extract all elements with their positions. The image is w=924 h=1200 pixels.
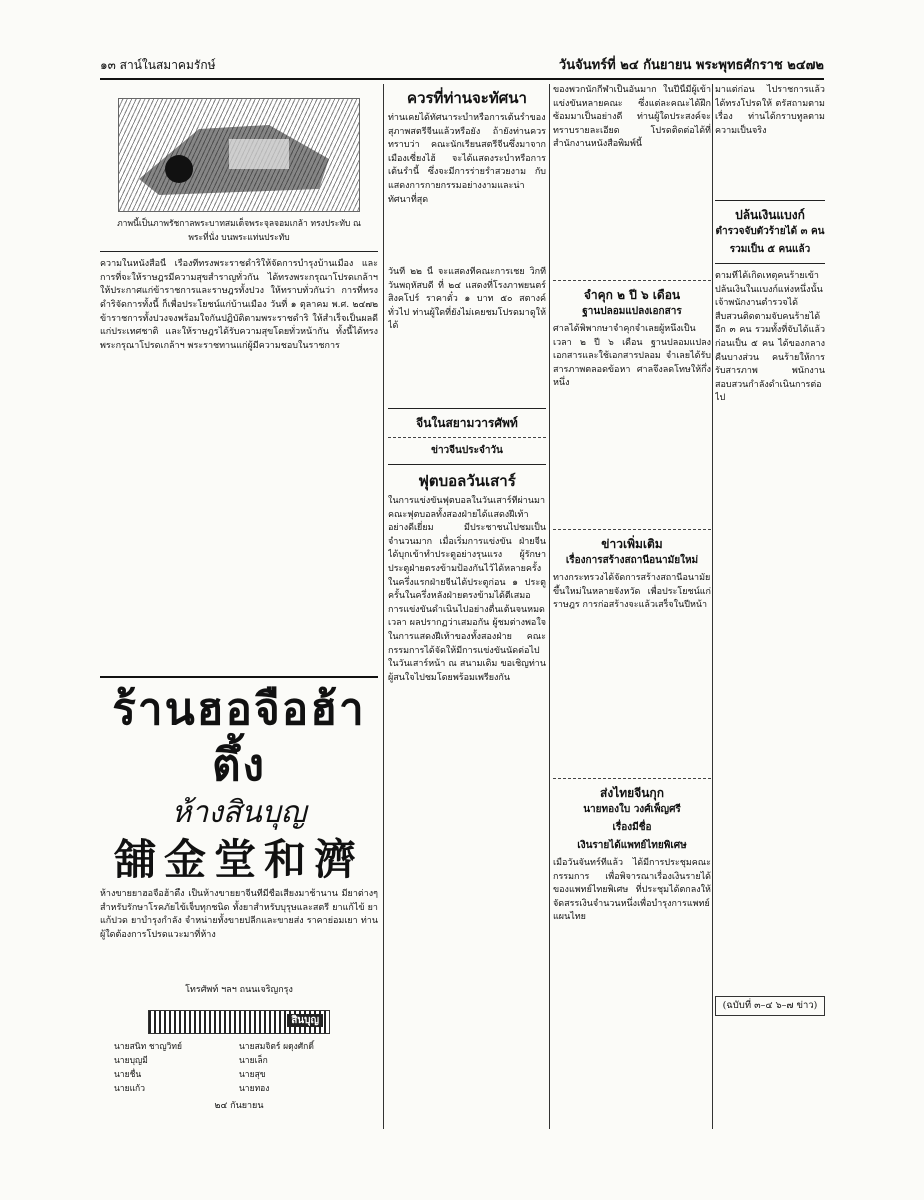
article-body: ของพวกนักกีฬาเป็นอันมาก ในปีนี้มีผู้เข้าแข่งขันหลายคณะ ซึ่งแต่ละคณะได้ฝึกซ้อมมาเป็นอย่างดี ท่านผู้ใดประสงค์จะทราบรายละเอียด โปรดติดต่อได้ที่สำนักงานหนังสือพิมพ์นี้ <box>553 85 711 150</box>
headline: ข่าวเพิ่มเติม <box>601 537 663 551</box>
article-body: ในการแข่งขันฟุตบอลในวันเสาร์ที่ผ่านมา คณะฟุตบอลทั้งสองฝ่ายได้แสดงฝีเท้าอย่างดีเยี่ยม มีประชาชนไปชมเป็นจำนวนมาก เมื่อเริ่มการแข่งขัน ฝ่ายจีนได้บุกเข้าทำประตูอย่างรุนแรง ผู้รักษาประตูฝ่ายตรงข้ามป้องกันไว้ได้หลายครั้ง ในครึ่งแรกฝ่ายจีนได้ประตูก่อน ๑ ประตู ครั้นในครึ่งหลังฝ่ายตรงข้ามได้ตีเสมอ การแข่งขันดำเนินไปอย่างตื่นเต้นจนหมดเวลา ผลปรากฏว่าเสมอกัน ผู้ชมต่างพอใจในการแสดงฝีเท้าของทั้งสองฝ่าย คณะกรรมการได้จัดให้มีการแข่งขันนัดต่อไปในวันเสาร์หน้า ณ สนามเดิม ขอเชิญท่านผู้สนใจไปชมโดยพร้อมเพรียงกัน <box>388 496 546 683</box>
list-item: นายทอง <box>239 1083 270 1094</box>
subheadline: นายทองใบ วงศ์เพ็ญศรี <box>583 804 681 815</box>
column-divider <box>383 84 384 1129</box>
continuation-note: (ฉบับที่ ๓–๔ ๖–๗ ข่าว) <box>715 996 825 1016</box>
list-item: นายสนิท ชาญวิทย์ <box>114 1041 183 1052</box>
list-item: นายสุข <box>239 1069 266 1080</box>
column-4 <box>715 84 825 1129</box>
headline: ควรที่ท่านจะทัศนา <box>407 89 527 107</box>
header-date: วันจันทร์ที่ ๒๔ กันยายน พระพุทธศักราช ๒๔๗๒ <box>558 58 824 73</box>
article-body: ศาลได้พิพากษาจำคุกจำเลยผู้หนึ่งเป็นเวลา ๒ ปี ๖ เดือน ฐานปลอมแปลงเอกสารและใช้เอกสารปลอม จำเลยได้รับสารภาพตลอดข้อหา ศาลจึงลดโทษให้กึ่งหนึ่ง <box>553 324 711 389</box>
column-divider <box>549 84 550 1129</box>
list-item: นายสมจิตร์ ผดุงศักดิ์ <box>239 1041 314 1052</box>
divider <box>553 529 711 530</box>
headline: ปล้นเงินแบงก์ <box>735 208 805 222</box>
divider <box>388 464 546 465</box>
subheadline: ตำรวจจับตัวร้ายได้ ๓ คน <box>715 226 825 237</box>
divider <box>553 778 711 779</box>
name-list <box>114 1040 364 1096</box>
headline: จีนในสยามวารศัพท์ <box>416 416 518 430</box>
article-body: ทางกระทรวงได้จัดการสร้างสถานีอนามัยขึ้นใหม่ในหลายจังหวัด เพื่อประโยชน์แก่ราษฎร การก่อสร้างจะแล้วเสร็จในปีหน้า <box>553 573 711 611</box>
page-number: ๒๔ กันยายน <box>214 1100 264 1111</box>
logo-badge <box>148 1010 330 1034</box>
ad-footer: โทรศัพท์ ฯลฯ ถนนเจริญกรุง <box>185 985 293 996</box>
ad-body: ห้างขายยาฮอจือฮ้าตึ้ง เป็นห้างขายยาจีนที่มีชื่อเสียงมาช้านาน มียาต่างๆ สำหรับรักษาโรคภัยไข้เจ็บทุกชนิด ทั้งยาสำหรับบุรุษและสตรี ยาแก้ไข้ ยาแก้ปวด ยาบำรุงกำลัง จำหน่ายทั้งขายปลีกและขายส่ง ราคาย่อมเยา ท่านผู้ใดต้องการโปรดแวะมาที่ห้าง <box>100 889 378 940</box>
column-2 <box>388 84 546 1129</box>
subheadline: เงินรายได้แพทย์ไทยพิเศษ <box>577 840 687 851</box>
badge-label: สินบุญ <box>287 1014 323 1028</box>
headline: ส่งไทยจีนกุก <box>600 786 664 800</box>
subheadline: ข่าวจีนประจำวัน <box>431 445 503 456</box>
list-item: นายเล็ก <box>239 1055 268 1066</box>
article-body: มาแต่ก่อน ไปราชการแล้ว ได้ทรงโปรดให้ ตรัสถามตามเรื่อง ท่านได้กราบทูลตามความเป็นจริง <box>715 85 825 136</box>
list-item: นายแก้ว <box>114 1083 145 1094</box>
subheadline: เรื่องการสร้างสถานีอนามัยใหม่ <box>565 555 699 566</box>
image-caption: ภาพนี้เป็นภาพรัชกาลพระบาทสมเด็จพระจุลจอมเกล้า ทรงประทับ ณ พระที่นั่ง บนพระแท่นประทับ <box>117 219 361 243</box>
engraving-image <box>118 98 360 212</box>
column-1 <box>100 84 378 1129</box>
subheadline: เรื่องมีชื่อ <box>612 822 652 833</box>
header-rule <box>100 78 824 80</box>
divider <box>715 263 825 264</box>
header-left: ๑๓ สาน์ในสมาคมรักษ์ <box>100 58 216 72</box>
list-item: นายชื่น <box>114 1069 142 1080</box>
column-divider <box>712 84 713 1129</box>
ad-title: ร้านฮอจือฮ้าตึ้ง <box>112 684 366 792</box>
article-body: ท่านเคยได้ทัศนาระบำหรือการเต้นรำของสุภาพสตรีจีนแล้วหรือยัง ถ้ายังท่านควรทราบว่า คณะนักเรียนสตรีจีนซึ่งมาจากเมืองเซี่ยงไฮ้ จะได้แสดงระบำหรือการเต้นรำนี้ ซึ่งจะมีการร่ายรำสวยงาม กับแสดงการกายกรรมอย่างงามและน่าทัศนาที่สุด <box>388 113 546 205</box>
divider <box>715 200 825 201</box>
page-header <box>100 52 824 74</box>
list-item: นายบุญมี <box>114 1055 148 1066</box>
article-body: ตามที่ได้เกิดเหตุคนร้ายเข้าปล้นเงินในแบงก์แห่งหนึ่งนั้น เจ้าพนักงานตำรวจได้สืบสวนติดตามจับคนร้ายได้อีก ๓ คน รวมทั้งที่จับได้แล้วก่อนเป็น ๕ คน ได้ของกลางคืนบางส่วน คนร้ายให้การรับสารภาพ พนักงานสอบสวนกำลังดำเนินการต่อไป <box>715 271 825 404</box>
divider <box>388 437 546 438</box>
article-body: ความในหนังสือนี้ เรื่องที่ทรงพระราชดำริให้จัดการบำรุงบ้านเมือง และการที่จะให้ราษฎรมีความสุขสำราญทั่วกัน ได้ทรงพระกรุณาโปรดเกล้าฯ ให้ประกาศแก่ข้าราชการและราษฎรทั้งปวง ให้ทราบทั่วกันว่า การที่ทรงดำริจัดการทั้งนี้ ก็เพื่อประโยชน์แก่บ้านเมือง วันที่ ๑ ตุลาคม พ.ศ. ๒๔๗๒ ข้าราชการทั้งปวงจงพร้อมใจกันปฏิบัติตามพระราชดำริ ให้สำเร็จเป็นผลดีแก่ประเทศชาติ และให้ราษฎรได้รับความสุขโดยทั่วหน้ากัน ทั้งนี้ได้ทรงพระกรุณาโปรดเกล้าฯ พระราชทานแก่ผู้มีความชอบในราชการ <box>100 259 378 351</box>
subheadline: รวมเป็น ๕ คนแล้ว <box>729 244 811 255</box>
column-3 <box>553 84 711 1129</box>
divider <box>100 251 378 252</box>
divider <box>553 280 711 281</box>
article-body: เมื่อวันจันทร์ที่แล้ว ได้มีการประชุมคณะกรรมการ เพื่อพิจารณาเรื่องเงินรายได้ของแพทย์ไทยพิเศษ ที่ประชุมได้ตกลงให้จัดสรรเงินจำนวนหนึ่งเพื่อบำรุงการแพทย์แผนไทย <box>553 858 711 923</box>
article-body: วันที่ ๒๒ นี้ จะแสดงที่คณะการเชย วิกที่วันพฤหัสบดี ที่ ๒๔ แสดงที่โรงภาพยนตร์สิงคโปร์ ราคาตั๋ว ๑ บาท ๕๐ สตางค์ ทั่วไป ท่านผู้ใดที่ยังไม่เคยชมโปรดมาดูให้ได้ <box>388 267 546 332</box>
divider <box>388 408 546 409</box>
subheadline: ฐานปลอมแปลงเอกสาร <box>582 306 682 317</box>
ad-chinese-title: 舖金堂和濟 <box>113 835 364 885</box>
headline: ฟุตบอลวันเสาร์ <box>418 472 516 490</box>
ad-subtitle: ห้างสินบุญ <box>171 795 307 831</box>
headline: จำคุก ๒ ปี ๖ เดือน <box>583 288 681 302</box>
advertisement <box>100 676 378 998</box>
